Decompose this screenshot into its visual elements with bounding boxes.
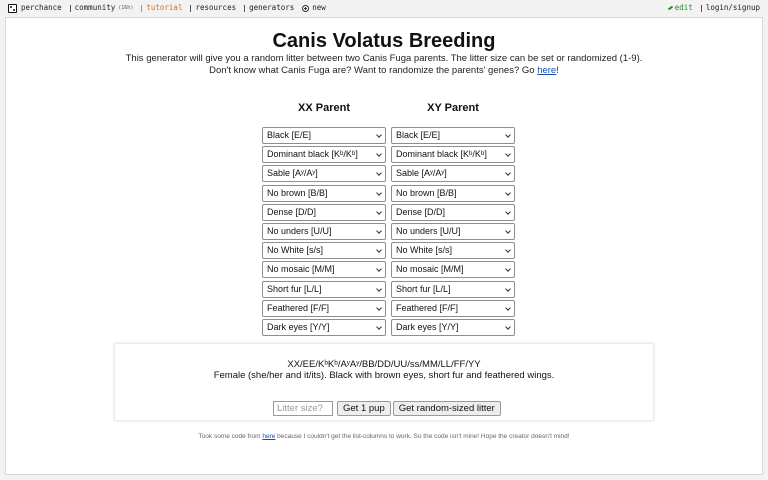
xx-parent-gene-select[interactable]	[262, 127, 386, 144]
nav-generators-link[interactable]	[244, 0, 294, 16]
xx-parent-gene-select[interactable]	[262, 242, 386, 259]
xx-parent-gene-value: Short fur [L/L]	[267, 283, 322, 294]
xy-parent-gene-select[interactable]	[391, 319, 515, 336]
chevron-down-icon	[376, 324, 382, 330]
xy-parent-gene-value: Dark eyes [Y/Y]	[396, 321, 459, 332]
xy-parent-gene-value: Dense [D/D]	[396, 206, 446, 217]
chevron-down-icon	[505, 247, 511, 253]
pup-phenotype: Female (she/her and it/its). Black with brown eyes, short fur and feathered wings.	[213, 370, 555, 381]
xx-parent-gene-select[interactable]	[262, 223, 386, 240]
get-random-litter-button[interactable]: Get random-sized litter	[393, 401, 501, 416]
chevron-down-icon	[376, 266, 382, 272]
generators-icon	[244, 5, 245, 12]
chevron-down-icon	[376, 286, 382, 292]
nav-tutorial-link[interactable]	[141, 0, 182, 16]
chevron-down-icon	[376, 247, 382, 253]
xy-parent-gene-select[interactable]	[391, 223, 515, 240]
xx-parent-gene-select[interactable]	[262, 281, 386, 298]
xy-parent-gene-select[interactable]	[391, 204, 515, 221]
get-one-pup-button[interactable]: Get 1 pup	[337, 401, 391, 416]
nav-right	[660, 0, 760, 16]
chevron-down-icon	[376, 132, 382, 138]
xx-parent-title: XX Parent	[298, 102, 350, 114]
xy-parent-gene-value: Short fur [L/L]	[396, 283, 451, 294]
dice-logo-icon	[8, 4, 17, 13]
result-panel	[114, 343, 654, 421]
xy-parent-gene-value: Sable [Aʸ/Aʸ]	[396, 168, 447, 179]
xx-parent-gene-value: No unders [U/U]	[267, 225, 332, 236]
xy-parent-gene-value: Black [E/E]	[396, 130, 441, 140]
xx-parent-gene-value: Black [E/E]	[267, 130, 312, 140]
resources-icon	[190, 5, 191, 12]
litter-controls	[273, 401, 501, 416]
description-line-2	[6, 65, 762, 77]
generator-card	[5, 17, 763, 475]
chevron-down-icon	[505, 266, 511, 272]
xy-parent-gene-select[interactable]	[391, 165, 515, 182]
chevron-down-icon	[505, 190, 511, 196]
xx-parent-gene-select[interactable]	[262, 185, 386, 202]
chevron-down-icon	[505, 209, 511, 215]
xy-parent-gene-select[interactable]	[391, 185, 515, 202]
nav-community-link[interactable]	[70, 0, 134, 16]
xy-parent-gene-value: Dominant black [Kᵇ/Kᵇ]	[396, 149, 487, 160]
xy-parent-gene-value: Feathered [F/F]	[396, 302, 459, 313]
nav-new-label: new	[312, 3, 326, 12]
description-end: !	[556, 65, 559, 76]
footer-credit	[6, 433, 762, 440]
xy-parent-gene-select[interactable]	[391, 242, 515, 259]
chevron-down-icon	[505, 151, 511, 157]
xy-parent-gene-select[interactable]	[391, 300, 515, 317]
top-nav	[0, 0, 768, 16]
footer-text-start: Took some code from	[198, 433, 263, 440]
pup-genotype: XX/EE/KᵇKᵇ/AʸAʸ/BB/DD/UU/ss/MM/LL/FF/YY	[287, 359, 481, 370]
nav-resources-label: resources	[195, 3, 237, 12]
description-line-1: This generator will give you a random litter between two Canis Fuga parents. The litter size can be set or randomized (1-9).	[125, 53, 643, 64]
nav-new-link[interactable]	[302, 0, 326, 16]
xx-parent-gene-value: Sable [Aʸ/Aʸ]	[267, 168, 318, 179]
litter-size-input[interactable]: Litter size?	[273, 401, 333, 416]
xy-parent-selects	[391, 127, 515, 336]
user-icon	[701, 5, 702, 12]
xx-parent-gene-value: Dominant black [Kᵇ/Kᵇ]	[267, 149, 358, 160]
xy-parent-gene-select[interactable]	[391, 281, 515, 298]
xx-parent-gene-select[interactable]	[262, 300, 386, 317]
chevron-down-icon	[505, 305, 511, 311]
community-icon	[70, 5, 71, 12]
plus-circle-icon	[302, 5, 309, 12]
nav-generators-label: generators	[249, 3, 295, 12]
chevron-down-icon	[376, 171, 382, 177]
xy-parent-title: XY Parent	[427, 102, 479, 114]
page-title: Canis Volatus Breeding	[272, 30, 496, 52]
nav-community-label: community	[74, 3, 116, 12]
xx-parent-gene-value: Dark eyes [Y/Y]	[267, 321, 330, 332]
nav-login-label: login/signup	[705, 3, 760, 12]
nav-login-link[interactable]	[701, 0, 760, 16]
xx-parent-gene-select[interactable]	[262, 204, 386, 221]
chevron-down-icon	[505, 324, 511, 330]
chevron-down-icon	[505, 228, 511, 234]
xy-parent-gene-select[interactable]	[391, 127, 515, 144]
chevron-down-icon	[505, 286, 511, 292]
nav-perchance-link[interactable]	[8, 0, 62, 16]
chevron-down-icon	[376, 190, 382, 196]
chevron-down-icon	[376, 209, 382, 215]
nav-edit-label: edit	[674, 3, 693, 12]
chevron-down-icon	[505, 171, 511, 177]
xx-parent-selects	[262, 127, 386, 336]
description-text: Don't know what Canis Fuga are? Want to randomize the parents' genes? Go	[209, 65, 538, 76]
nav-resources-link[interactable]	[190, 0, 236, 16]
footer-text-end: because I couldn't get the list-columns to work. So the code isn't mine! Hope the creator doesn't mind!	[275, 433, 570, 440]
xy-parent-gene-value: No White [s/s]	[396, 245, 453, 256]
xy-parent-gene-select[interactable]	[391, 146, 515, 163]
community-count: (16h)	[118, 5, 134, 11]
tutorial-icon	[141, 5, 142, 12]
chevron-down-icon	[376, 228, 382, 234]
xx-parent-gene-select[interactable]	[262, 319, 386, 336]
xy-parent-gene-value: No brown [B/B]	[396, 187, 457, 198]
xy-parent-gene-select[interactable]	[391, 261, 515, 278]
xx-parent-gene-select[interactable]	[262, 261, 386, 278]
xy-parent-gene-value: No unders [U/U]	[396, 225, 461, 236]
xy-parent-column	[391, 102, 515, 338]
nav-edit-link[interactable]	[668, 0, 693, 16]
nav-left	[8, 0, 334, 16]
page-description	[6, 53, 762, 77]
xx-parent-gene-select[interactable]	[262, 146, 386, 163]
xx-parent-gene-value: No White [s/s]	[267, 245, 324, 256]
nav-tutorial-label: tutorial	[146, 3, 183, 12]
xx-parent-gene-select[interactable]	[262, 165, 386, 182]
xx-parent-gene-value: No mosaic [M/M]	[267, 264, 335, 275]
randomize-parents-link[interactable]: here	[537, 65, 557, 76]
nav-perchance-label: perchance	[21, 3, 62, 12]
xx-parent-gene-value: Dense [D/D]	[267, 206, 317, 217]
xx-parent-gene-value: Feathered [F/F]	[267, 302, 330, 313]
chevron-down-icon	[376, 151, 382, 157]
footer-source-link[interactable]: here	[262, 433, 276, 440]
xy-parent-gene-value: No mosaic [M/M]	[396, 264, 464, 275]
xx-parent-gene-value: No brown [B/B]	[267, 187, 328, 198]
chevron-down-icon	[505, 132, 511, 138]
pencil-icon	[668, 6, 673, 11]
chevron-down-icon	[376, 305, 382, 311]
xx-parent-column	[262, 102, 386, 338]
